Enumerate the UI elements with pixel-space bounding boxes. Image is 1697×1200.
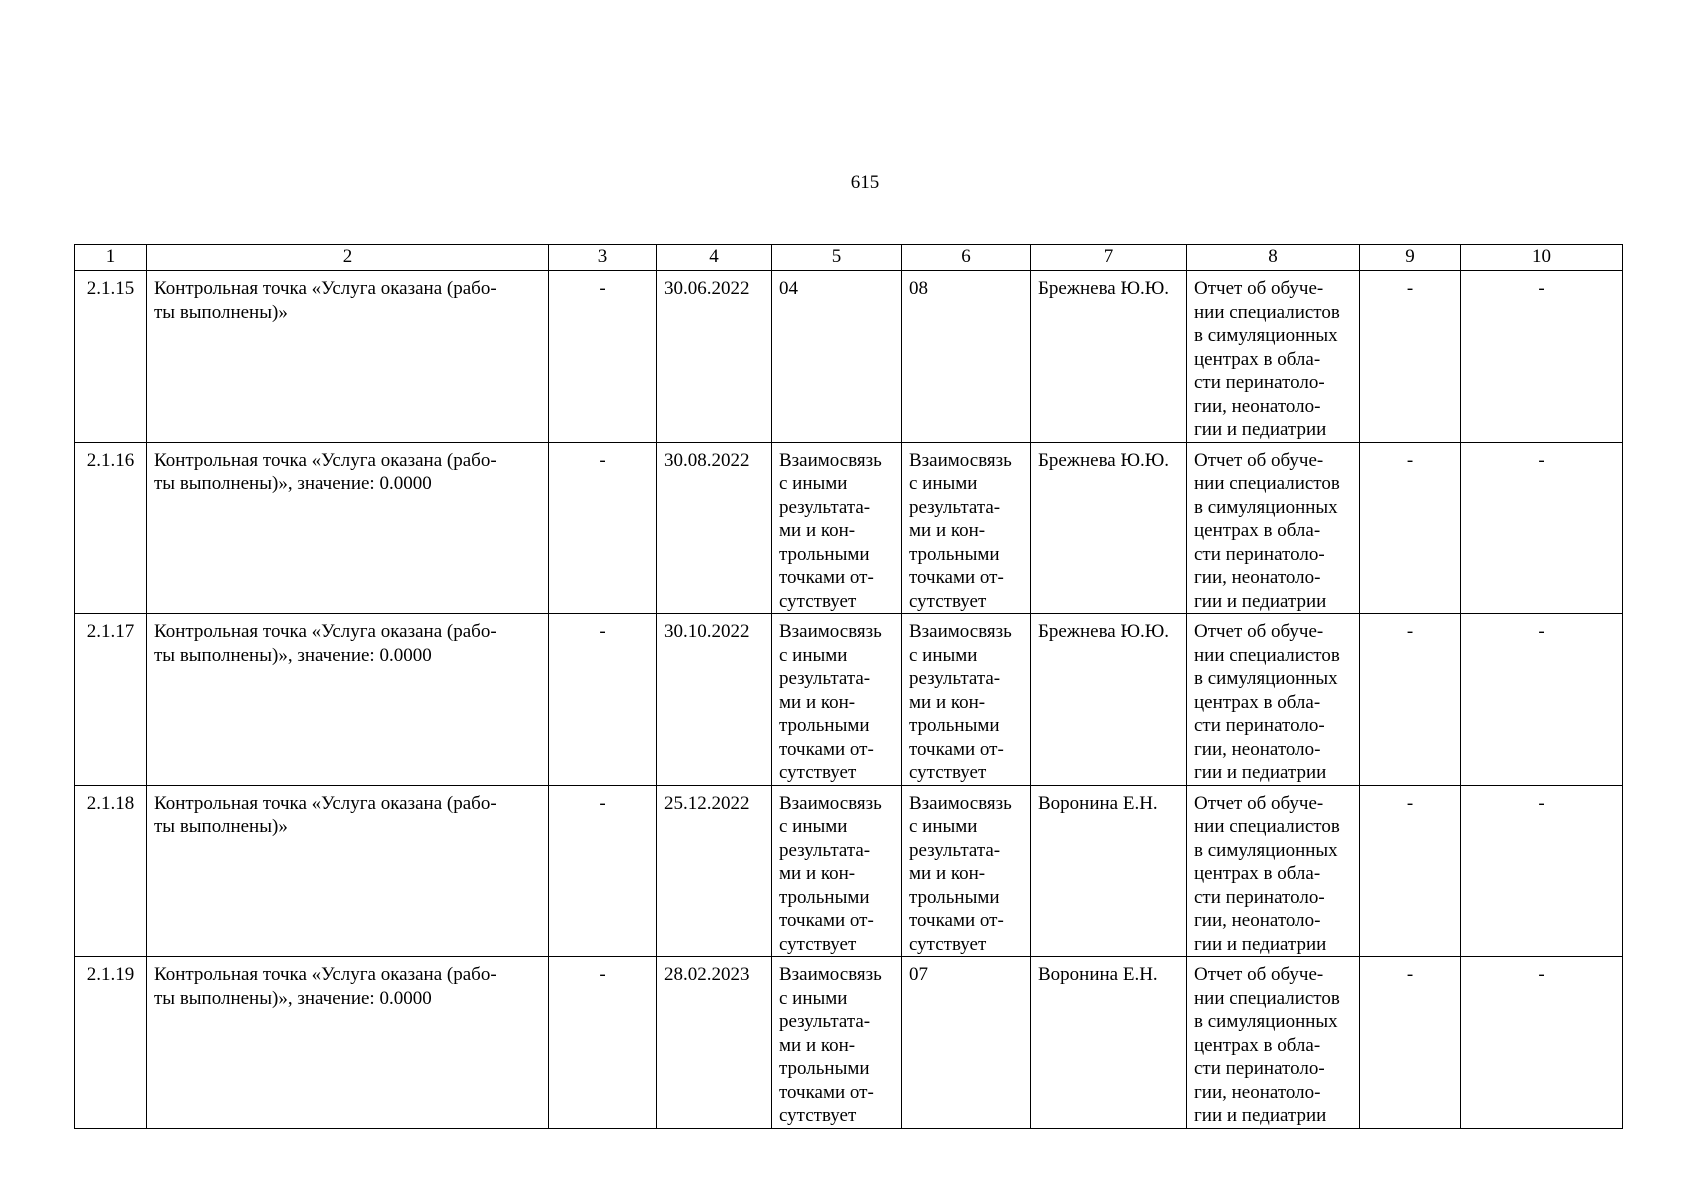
document-cell: Отчет об обуче- нии специалистов в симуляционных центрах в обла- сти перинатоло- гии, неонатоло- гии и педиатрии	[1187, 957, 1360, 1129]
column-header: 10	[1461, 245, 1623, 271]
row-number-cell: 2.1.19	[75, 957, 147, 1129]
document-cell: Отчет об обуче- нии специалистов в симуляционных центрах в обла- сти перинатоло- гии, неонатоло- гии и педиатрии	[1187, 442, 1360, 614]
column-6-cell: Взаимосвязь с иными результата- ми и кон- трольными точками от- сутствует	[902, 614, 1031, 786]
column-10-cell: -	[1461, 957, 1623, 1129]
column-5-cell: Взаимосвязь с иными результата- ми и кон- трольными точками от- сутствует	[772, 614, 902, 786]
row-number-cell: 2.1.18	[75, 785, 147, 957]
column-6-cell: 08	[902, 271, 1031, 443]
column-10-cell: -	[1461, 614, 1623, 786]
responsible-cell: Брежнева Ю.Ю.	[1031, 271, 1187, 443]
date-cell: 30.10.2022	[657, 614, 772, 786]
control-point-cell: Контрольная точка «Услуга оказана (рабо- ты выполнены)», значение: 0.0000	[147, 442, 549, 614]
column-header: 1	[75, 245, 147, 271]
table-header-row	[75, 245, 1623, 271]
document-cell: Отчет об обуче- нии специалистов в симуляционных центрах в обла- сти перинатоло- гии, неонатоло- гии и педиатрии	[1187, 614, 1360, 786]
column-header: 5	[772, 245, 902, 271]
column-header: 6	[902, 245, 1031, 271]
column-header: 9	[1360, 245, 1461, 271]
column-header: 4	[657, 245, 772, 271]
column-9-cell: -	[1360, 614, 1461, 786]
table-row	[75, 785, 1623, 957]
column-10-cell: -	[1461, 442, 1623, 614]
control-point-cell: Контрольная точка «Услуга оказана (рабо- ты выполнены)»	[147, 785, 549, 957]
column-3-cell: -	[549, 442, 657, 614]
responsible-cell: Воронина Е.Н.	[1031, 785, 1187, 957]
row-number-cell: 2.1.17	[75, 614, 147, 786]
column-header: 7	[1031, 245, 1187, 271]
table-row	[75, 271, 1623, 443]
row-number-cell: 2.1.15	[75, 271, 147, 443]
date-cell: 30.08.2022	[657, 442, 772, 614]
column-3-cell: -	[549, 614, 657, 786]
control-points-table	[74, 244, 1623, 1129]
date-cell: 28.02.2023	[657, 957, 772, 1129]
responsible-cell: Брежнева Ю.Ю.	[1031, 442, 1187, 614]
responsible-cell: Брежнева Ю.Ю.	[1031, 614, 1187, 786]
column-header: 3	[549, 245, 657, 271]
column-5-cell: Взаимосвязь с иными результата- ми и кон- трольными точками от- сутствует	[772, 957, 902, 1129]
table-row	[75, 614, 1623, 786]
column-5-cell: Взаимосвязь с иными результата- ми и кон- трольными точками от- сутствует	[772, 442, 902, 614]
control-point-cell: Контрольная точка «Услуга оказана (рабо- ты выполнены)»	[147, 271, 549, 443]
date-cell: 30.06.2022	[657, 271, 772, 443]
column-10-cell: -	[1461, 271, 1623, 443]
column-9-cell: -	[1360, 442, 1461, 614]
column-9-cell: -	[1360, 271, 1461, 443]
document-cell: Отчет об обуче- нии специалистов в симуляционных центрах в обла- сти перинатоло- гии, неонатоло- гии и педиатрии	[1187, 785, 1360, 957]
column-header: 8	[1187, 245, 1360, 271]
column-10-cell: -	[1461, 785, 1623, 957]
table-row	[75, 957, 1623, 1129]
column-header: 2	[147, 245, 549, 271]
control-point-cell: Контрольная точка «Услуга оказана (рабо- ты выполнены)», значение: 0.0000	[147, 614, 549, 786]
row-number-cell: 2.1.16	[75, 442, 147, 614]
column-3-cell: -	[549, 271, 657, 443]
column-5-cell: Взаимосвязь с иными результата- ми и кон- трольными точками от- сутствует	[772, 785, 902, 957]
column-6-cell: Взаимосвязь с иными результата- ми и кон- трольными точками от- сутствует	[902, 442, 1031, 614]
column-6-cell: Взаимосвязь с иными результата- ми и кон- трольными точками от- сутствует	[902, 785, 1031, 957]
column-6-cell: 07	[902, 957, 1031, 1129]
page-number: 615	[850, 172, 880, 193]
column-9-cell: -	[1360, 957, 1461, 1129]
column-3-cell: -	[549, 957, 657, 1129]
date-cell: 25.12.2022	[657, 785, 772, 957]
column-3-cell: -	[549, 785, 657, 957]
column-9-cell: -	[1360, 785, 1461, 957]
control-point-cell: Контрольная точка «Услуга оказана (рабо- ты выполнены)», значение: 0.0000	[147, 957, 549, 1129]
document-cell: Отчет об обуче- нии специалистов в симуляционных центрах в обла- сти перинатоло- гии, неонатоло- гии и педиатрии	[1187, 271, 1360, 443]
column-5-cell: 04	[772, 271, 902, 443]
responsible-cell: Воронина Е.Н.	[1031, 957, 1187, 1129]
table-row	[75, 442, 1623, 614]
